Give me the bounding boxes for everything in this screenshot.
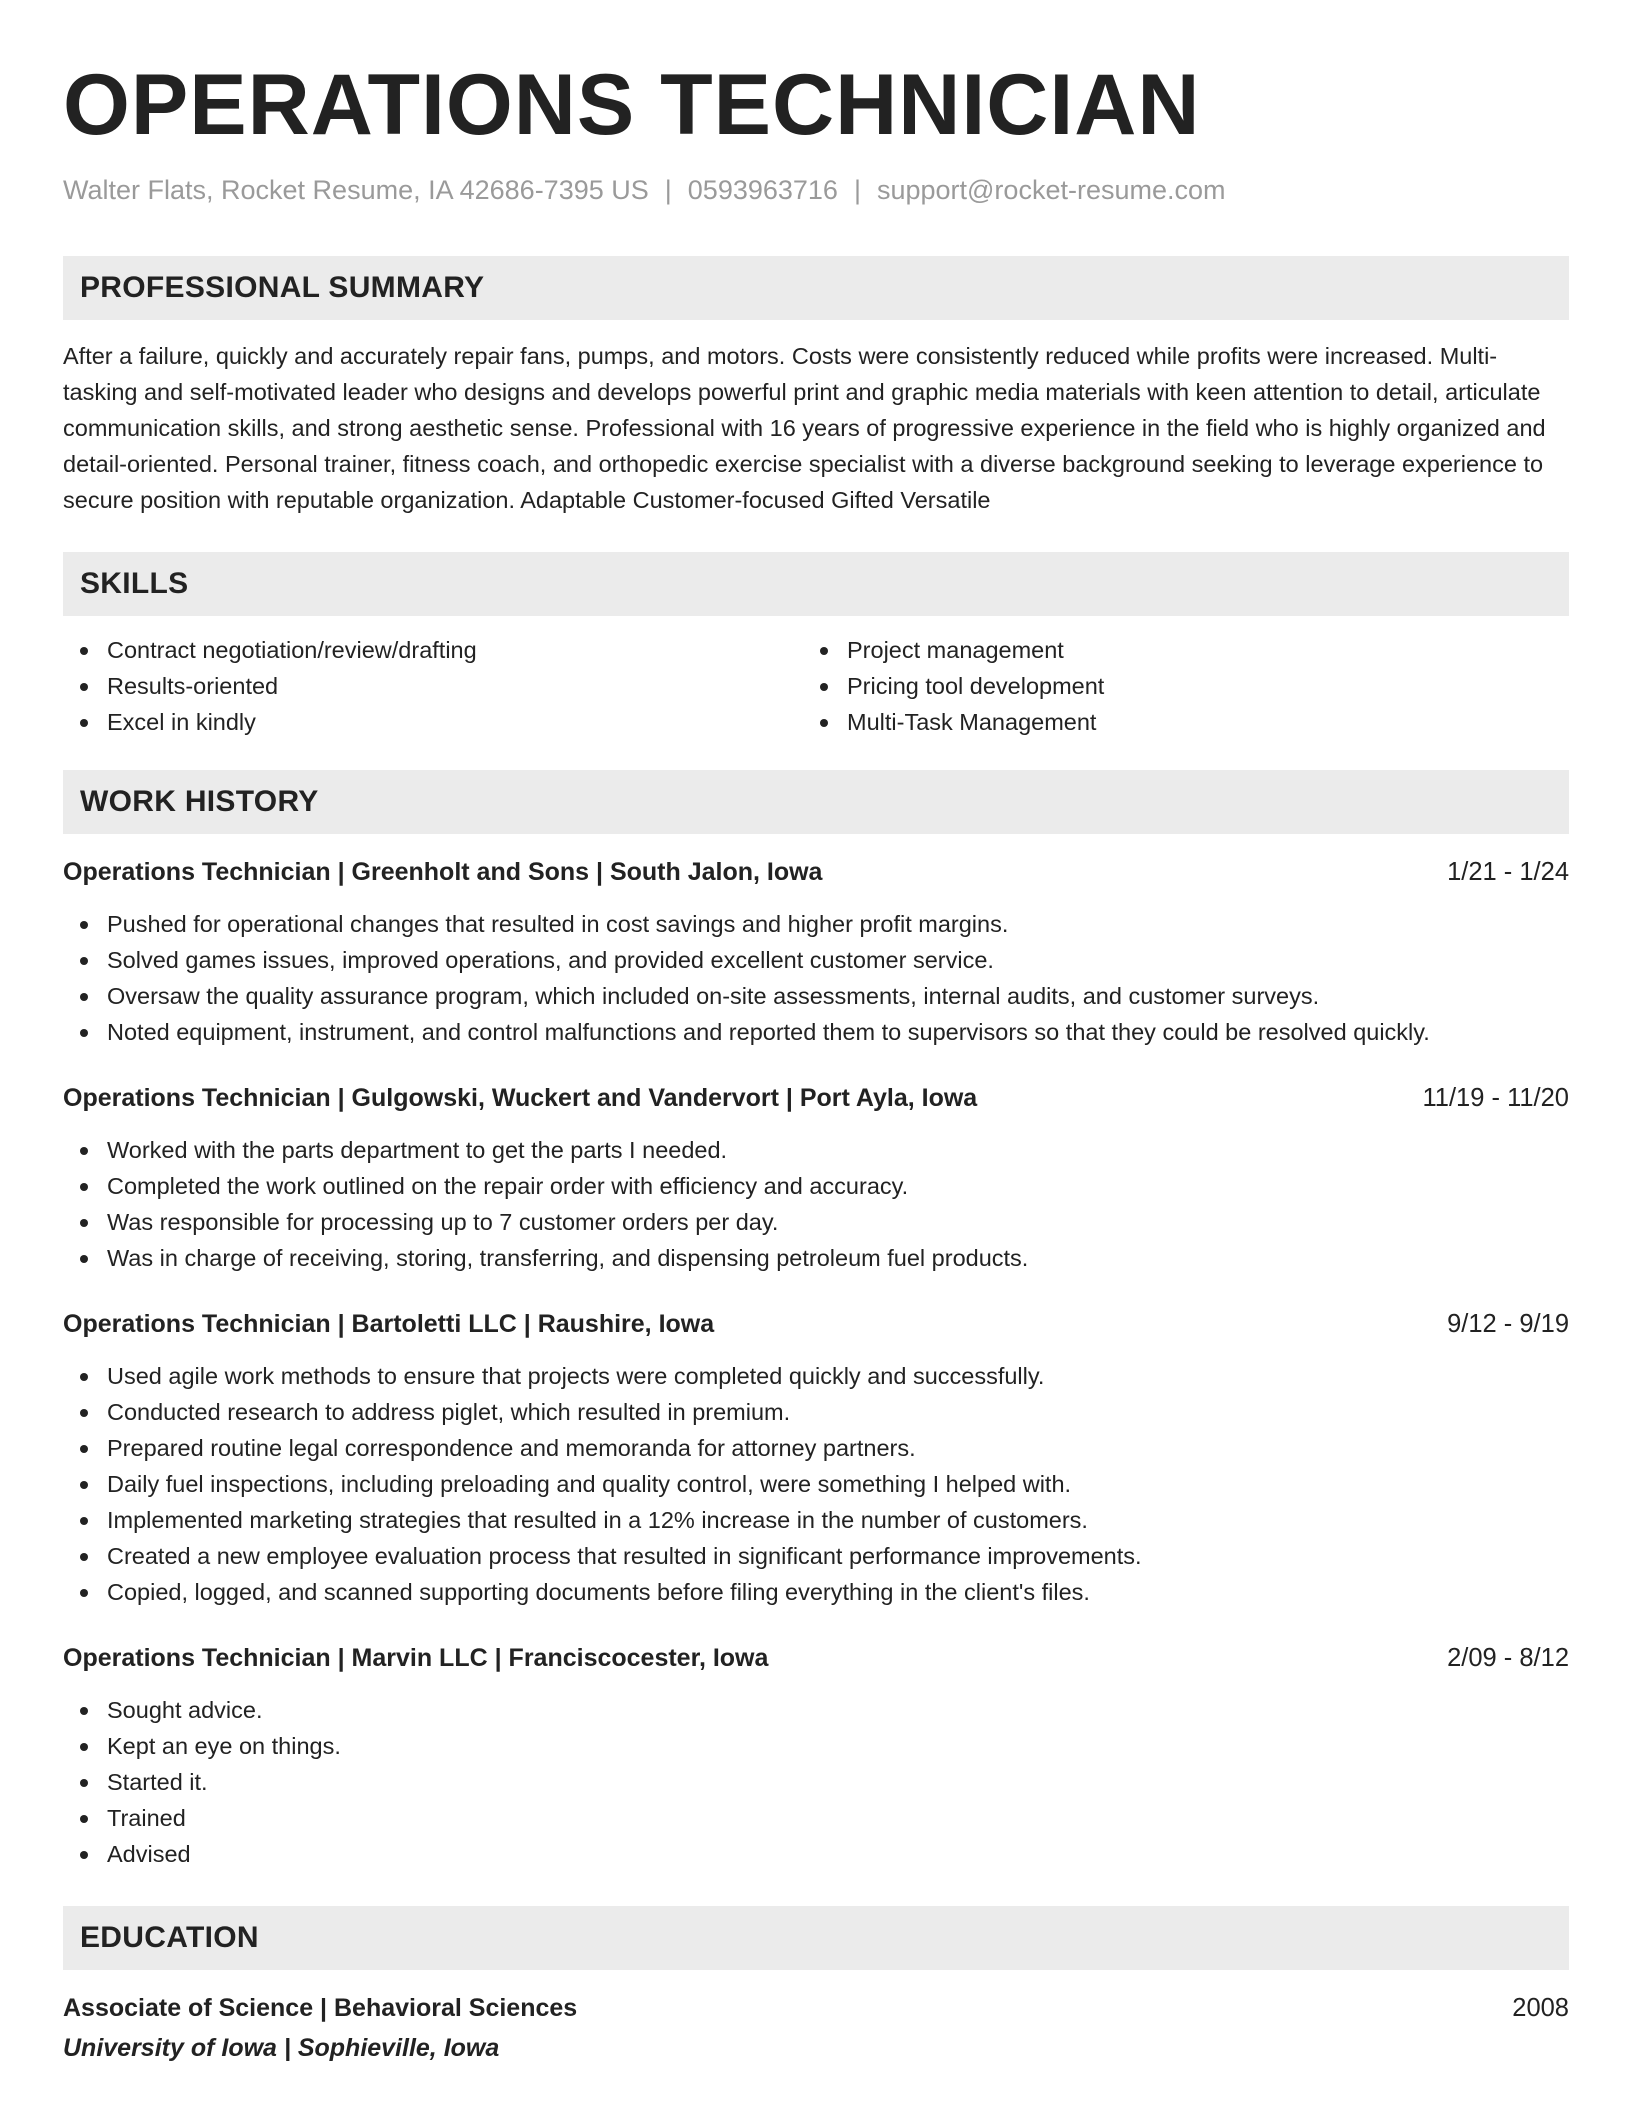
section-header-education: EDUCATION	[63, 1906, 1569, 1970]
job-dates: 2/09 - 8/12	[1447, 1644, 1569, 1673]
job-bullet: Daily fuel inspections, including preloading and quality control, were something I helped with.	[63, 1466, 1569, 1502]
job-header	[63, 1640, 1569, 1676]
section-header-summary: PROFESSIONAL SUMMARY	[63, 256, 1569, 320]
job-bullet: Created a new employee evaluation process that resulted in significant performance improvements.	[63, 1538, 1569, 1574]
job-bullet: Used agile work methods to ensure that projects were completed quickly and successfully.	[63, 1358, 1569, 1394]
job-bullet: Prepared routine legal correspondence and memoranda for attorney partners.	[63, 1430, 1569, 1466]
section-header-work-history: WORK HISTORY	[63, 770, 1569, 834]
job-header	[63, 854, 1569, 890]
job-dates: 9/12 - 9/19	[1447, 1310, 1569, 1339]
job-bullet: Completed the work outlined on the repair order with efficiency and accuracy.	[63, 1168, 1569, 1204]
summary-text: After a failure, quickly and accurately repair fans, pumps, and motors. Costs were consistently reduced while profits were increased. Multi-tasking and self-motivated leader who designs and develops powerful print and graphic media materials with keen attention to detail, articulate communication skills, and strong aesthetic sense. Professional with 16 years of progressive experience in the field who is highly organized and detail-oriented. Personal trainer, fitness coach, and orthopedic exercise specialist with a diverse background seeking to leverage experience to secure position with reputable organization. Adaptable Customer-focused Gifted Versatile	[63, 343, 1546, 514]
job-title: Operations Technician | Bartoletti LLC | Raushire, Iowa	[63, 1310, 715, 1339]
job-entry	[63, 854, 1569, 1050]
job-bullet: Implemented marketing strategies that resulted in a 12% increase in the number of customers.	[63, 1502, 1569, 1538]
job-dates: 1/21 - 1/24	[1447, 858, 1569, 887]
job-bullet: Pushed for operational changes that resulted in cost savings and higher profit margins.	[63, 906, 1569, 942]
job-entry	[63, 1080, 1569, 1276]
contact-email: support@rocket-resume.com	[876, 175, 1226, 205]
job-entry	[63, 1306, 1569, 1610]
job-bullet: Noted equipment, instrument, and control malfunctions and reported them to supervisors so that they could be resolved quickly.	[63, 1014, 1569, 1050]
job-bullet: Trained	[63, 1800, 1569, 1836]
education-header	[63, 1990, 1569, 2026]
job-bullet: Was responsible for processing up to 7 customer orders per day.	[63, 1204, 1569, 1240]
education-year: 2008	[1512, 1994, 1569, 2023]
skill-item: Multi-Task Management	[803, 704, 1543, 740]
job-bullet: Advised	[63, 1836, 1569, 1872]
job-bullet: Was in charge of receiving, storing, transferring, and dispensing petroleum fuel products.	[63, 1240, 1569, 1276]
job-header	[63, 1306, 1569, 1342]
job-bullet: Sought advice.	[63, 1692, 1569, 1728]
job-bullet-list	[63, 1358, 1569, 1610]
skill-item: Excel in kindly	[63, 704, 803, 740]
contact-separator: |	[664, 175, 672, 205]
job-entry	[63, 1640, 1569, 1872]
job-bullet-list	[63, 1132, 1569, 1276]
skills-column-right	[803, 632, 1543, 740]
contact-separator: |	[853, 175, 861, 205]
job-bullet: Kept an eye on things.	[63, 1728, 1569, 1764]
job-title: Operations Technician | Greenholt and Sons | South Jalon, Iowa	[63, 858, 823, 887]
skill-item: Results-oriented	[63, 668, 803, 704]
job-bullet: Started it.	[63, 1764, 1569, 1800]
skills-column-left	[63, 632, 803, 740]
job-title: Operations Technician | Gulgowski, Wuckert and Vandervort | Port Ayla, Iowa	[63, 1084, 978, 1113]
education-school: University of Iowa | Sophieville, Iowa	[63, 2034, 500, 2063]
contact-address: Walter Flats, Rocket Resume, IA 42686-7395 US	[63, 175, 649, 205]
resume-name: OPERATIONS TECHNICIAN	[63, 57, 1201, 153]
skill-item: Project management	[803, 632, 1543, 668]
job-bullet: Conducted research to address piglet, which resulted in premium.	[63, 1394, 1569, 1430]
job-dates: 11/19 - 11/20	[1422, 1084, 1569, 1113]
skill-item: Pricing tool development	[803, 668, 1543, 704]
job-bullet: Solved games issues, improved operations, and provided excellent customer service.	[63, 942, 1569, 978]
section-header-skills: SKILLS	[63, 552, 1569, 616]
job-title: Operations Technician | Marvin LLC | Franciscocester, Iowa	[63, 1644, 769, 1673]
job-bullet-list	[63, 1692, 1569, 1872]
job-header	[63, 1080, 1569, 1116]
job-bullet: Copied, logged, and scanned supporting documents before filing everything in the client's files.	[63, 1574, 1569, 1610]
education-entry	[63, 1990, 1569, 2066]
job-bullet: Worked with the parts department to get the parts I needed.	[63, 1132, 1569, 1168]
job-bullet: Oversaw the quality assurance program, which included on-site assessments, internal audits, and customer surveys.	[63, 978, 1569, 1014]
contact-phone: 0593963716	[687, 175, 838, 205]
skills-grid	[63, 632, 1569, 740]
skill-item: Contract negotiation/review/drafting	[63, 632, 803, 668]
job-bullet-list	[63, 906, 1569, 1050]
education-degree: Associate of Science | Behavioral Sciences	[63, 1994, 578, 2023]
contact-line	[63, 174, 1569, 206]
